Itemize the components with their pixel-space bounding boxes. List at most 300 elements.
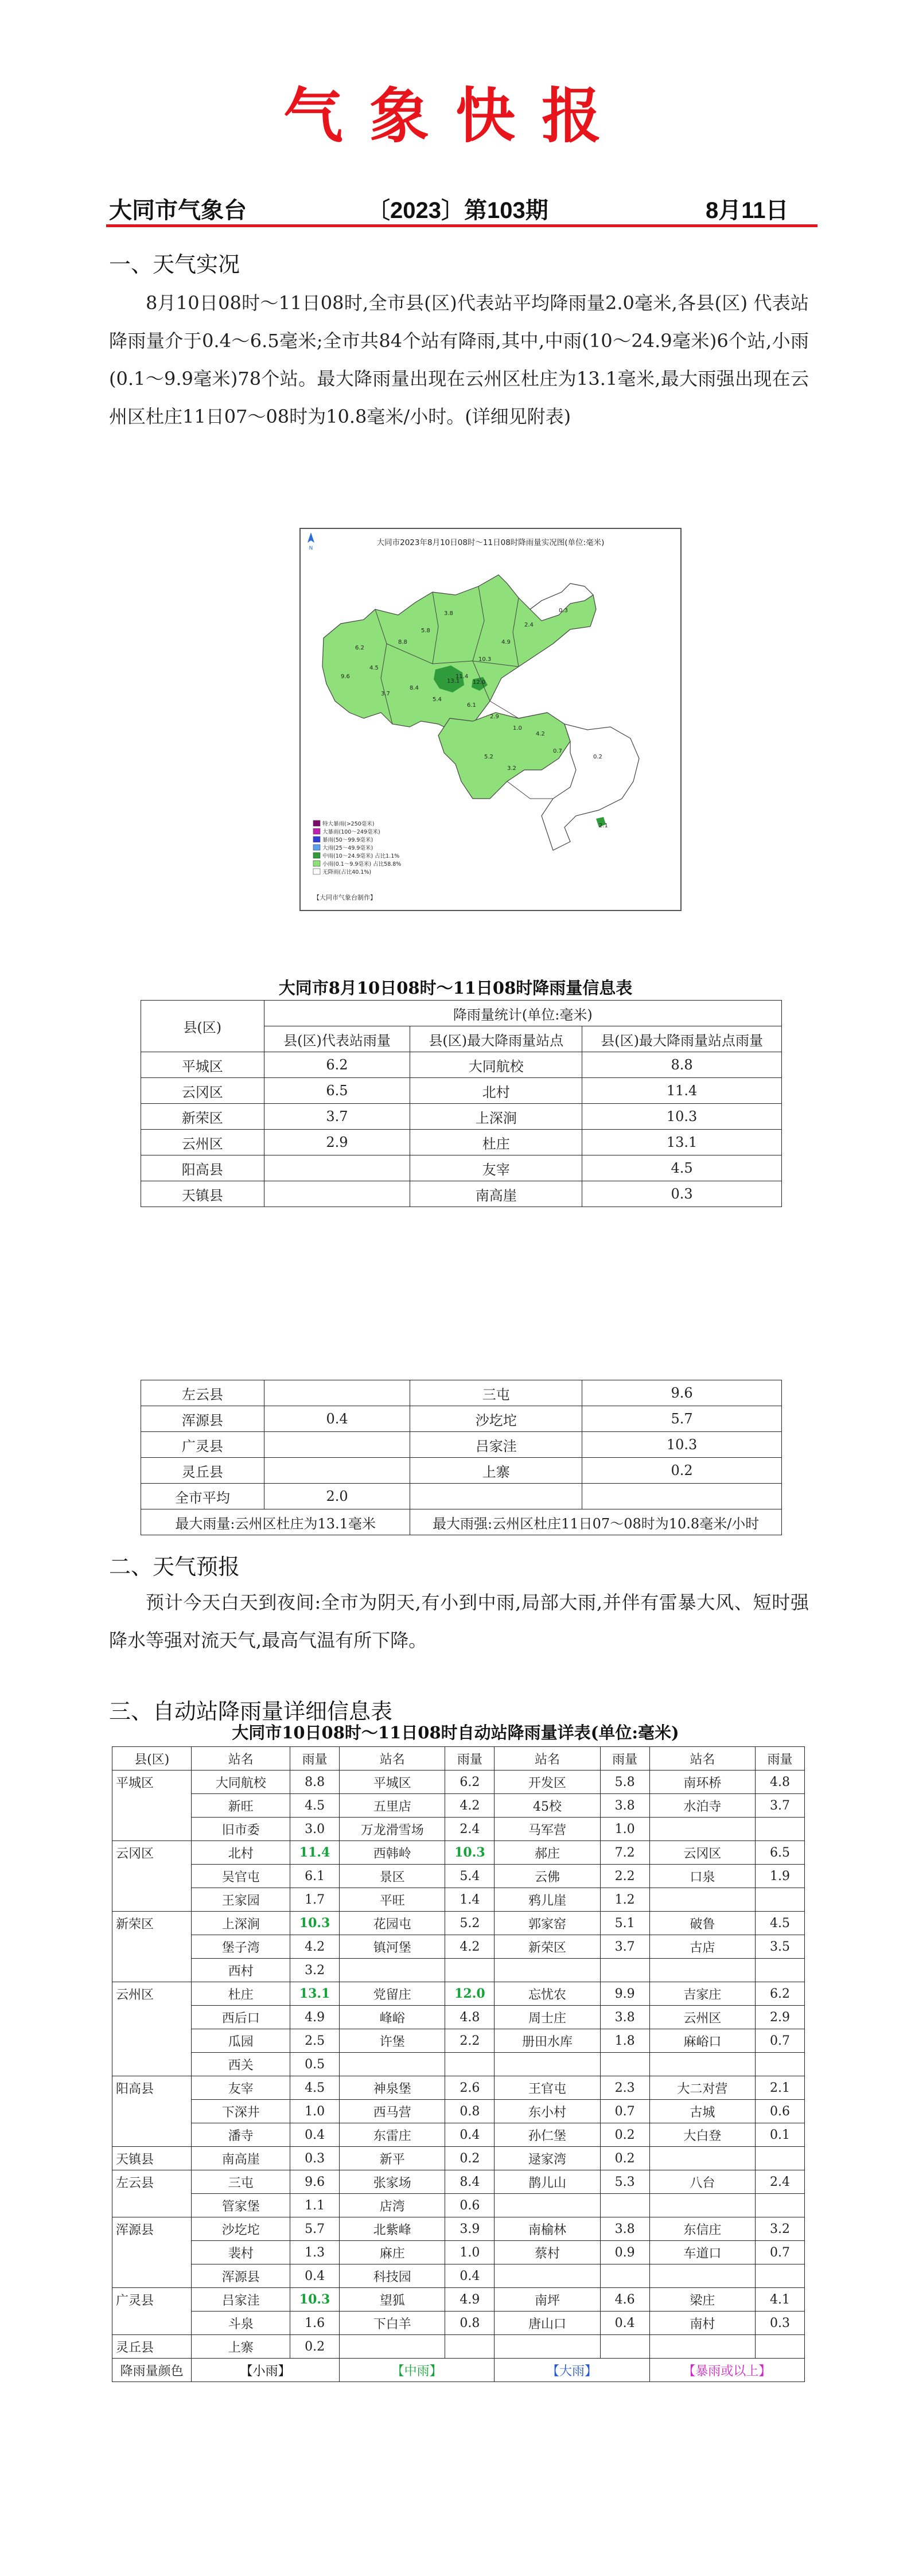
rainfall-value-cell: 0.9 [600, 2241, 649, 2264]
rainfall-value-cell: 4.5 [290, 1794, 340, 1818]
table-row [112, 1865, 805, 1888]
legend-row [112, 2359, 805, 2382]
table-cell [410, 1484, 582, 1509]
station-value-label: 4.5 [369, 665, 379, 671]
station-value-label: 1.0 [513, 725, 522, 731]
station-name-cell: 忘忧农 [495, 1982, 600, 2006]
table-row [141, 1181, 782, 1207]
station-value-label: 5.8 [421, 628, 430, 634]
rainfall-value-cell [445, 1959, 495, 1982]
rainfall-value-cell: 12.0 [445, 1982, 495, 2006]
rainfall-value-cell: 0.4 [600, 2312, 649, 2335]
masthead-title: 气象快报 [283, 80, 628, 151]
station-name-cell: 万龙滑雪场 [340, 1818, 445, 1841]
legend-label: 大雨(25～49.9毫米) [322, 845, 373, 851]
station-value-label: 0.2 [593, 754, 602, 760]
station-name-cell: 西韩岭 [340, 1841, 445, 1865]
station-name-cell: 东小村 [495, 2100, 600, 2123]
rainfall-value-cell: 6.2 [756, 1982, 805, 2006]
station-name-cell: 云佛 [495, 1865, 600, 1888]
rainfall-value-cell: 0.4 [445, 2123, 495, 2147]
station-name-cell: 新荣区 [495, 1935, 600, 1959]
rainfall-value-cell: 9.6 [290, 2170, 340, 2194]
map-region-south [438, 713, 570, 799]
table-cell: 0.4 [264, 1406, 410, 1432]
rainfall-summary-table-b [141, 1380, 782, 1535]
station-name-cell: 鹊儿山 [495, 2170, 600, 2194]
legend-swatch [313, 828, 320, 834]
rainfall-value-cell: 5.7 [290, 2217, 340, 2241]
rainfall-value-cell: 0.1 [756, 2123, 805, 2147]
rainfall-value-cell: 3.2 [756, 2217, 805, 2241]
station-name-cell: 三屯 [192, 2170, 290, 2194]
rainfall-value-cell: 0.4 [290, 2123, 340, 2147]
rainfall-value-cell [600, 2264, 649, 2288]
station-name-cell: 南环桥 [649, 1770, 755, 1794]
rainfall-value-cell: 1.3 [290, 2241, 340, 2264]
rainfall-value-cell: 5.2 [445, 1912, 495, 1935]
rainfall-value-cell: 3.8 [600, 2006, 649, 2029]
table-row [141, 1130, 782, 1155]
rainfall-value-cell [600, 2053, 649, 2076]
forecast-paragraph: 预计今天白天到夜间:全市为阴天,有小到中雨,局部大雨,并伴有雷暴大风、短时强降水等强对流天气,最高气温有所下降。 [109, 1591, 809, 1651]
station-name-cell: 东信庄 [649, 2217, 755, 2241]
table-header-cell: 雨量 [445, 1747, 495, 1770]
table-row [141, 1406, 782, 1432]
rainfall-value-cell: 0.7 [600, 2100, 649, 2123]
table-row [141, 1432, 782, 1458]
station-name-cell: 镇河堡 [340, 1935, 445, 1959]
station-name-cell: 上深涧 [192, 1912, 290, 1935]
rainfall-value-cell: 10.3 [445, 1841, 495, 1865]
table-header-cell: 站名 [649, 1747, 755, 1770]
rainfall-value-cell: 3.7 [756, 1794, 805, 1818]
county-cell [112, 2029, 192, 2053]
table-cell: 平城区 [141, 1052, 264, 1078]
rainfall-value-cell: 2.4 [756, 2170, 805, 2194]
station-name-cell [340, 2335, 445, 2359]
station-name-cell: 南榆林 [495, 2217, 600, 2241]
station-name-cell: 潘寺 [192, 2123, 290, 2147]
header-col-maxsite: 县(区)最大降雨量站点 [410, 1026, 582, 1052]
rainfall-value-cell [445, 2053, 495, 2076]
station-value-label: 2.1 [599, 823, 608, 829]
table-cell: 左云县 [141, 1380, 264, 1406]
rainfall-value-cell: 4.8 [756, 1770, 805, 1794]
station-name-cell: 新平 [340, 2147, 445, 2170]
station-name-cell: 郭家窑 [495, 1912, 600, 1935]
county-cell [112, 2312, 192, 2335]
station-name-cell [495, 2264, 600, 2288]
rainfall-value-cell: 1.6 [290, 2312, 340, 2335]
rainfall-value-cell: 2.9 [756, 2006, 805, 2029]
county-cell: 灵丘县 [112, 2335, 192, 2359]
station-name-cell: 云州区 [649, 2006, 755, 2029]
table-row [112, 2053, 805, 2076]
station-name-cell [649, 1818, 755, 1841]
station-name-cell: 店湾 [340, 2194, 445, 2217]
table-row [141, 1001, 782, 1026]
station-name-cell: 周士庄 [495, 2006, 600, 2029]
table-row [141, 1458, 782, 1484]
station-value-label: 0.3 [559, 608, 568, 614]
table-cell: 6.2 [264, 1052, 410, 1078]
station-value-label: 3.2 [507, 765, 516, 772]
rainfall-value-cell: 4.9 [445, 2288, 495, 2312]
rainfall-value-cell [445, 2335, 495, 2359]
station-name-cell: 神泉堡 [340, 2076, 445, 2100]
rainfall-value-cell: 8.4 [445, 2170, 495, 2194]
svg-text:N: N [309, 546, 313, 551]
rainfall-value-cell: 7.2 [600, 1841, 649, 1865]
rainfall-value-cell: 0.3 [290, 2147, 340, 2170]
table-row [112, 1888, 805, 1912]
county-cell [112, 1818, 192, 1841]
station-name-cell: 西村 [192, 1959, 290, 1982]
table-cell: 9.6 [582, 1380, 782, 1406]
rainfall-value-cell: 6.2 [445, 1770, 495, 1794]
table-header-cell: 雨量 [756, 1747, 805, 1770]
station-name-cell: 逯家湾 [495, 2147, 600, 2170]
station-name-cell: 花园屯 [340, 1912, 445, 1935]
table-cell: 北村 [410, 1078, 582, 1104]
legend-label: 无降雨(占比40.1%) [322, 869, 372, 875]
rainfall-value-cell: 0.6 [756, 2100, 805, 2123]
table-header-cell: 站名 [495, 1747, 600, 1770]
header-divider [106, 224, 817, 227]
table-row [112, 2006, 805, 2029]
rainfall-value-cell: 0.8 [445, 2312, 495, 2335]
station-name-cell: 大二对营 [649, 2076, 755, 2100]
station-name-cell: 北村 [192, 1841, 290, 1865]
rainfall-value-cell: 2.4 [445, 1818, 495, 1841]
county-cell: 平城区 [112, 1770, 192, 1794]
rainfall-value-cell: 4.6 [600, 2288, 649, 2312]
station-value-label: 4.9 [501, 639, 511, 645]
table-row [112, 1794, 805, 1818]
rainfall-value-cell: 8.8 [290, 1770, 340, 1794]
table-row [112, 2076, 805, 2100]
table-cell: 新荣区 [141, 1104, 264, 1130]
station-name-cell: 东雷庄 [340, 2123, 445, 2147]
rainfall-value-cell: 3.0 [290, 1818, 340, 1841]
county-cell [112, 2241, 192, 2264]
table-row [112, 1912, 805, 1935]
legend-swatch [313, 861, 320, 866]
station-name-cell [649, 1888, 755, 1912]
station-value-label: 0.7 [553, 748, 562, 754]
station-name-cell [649, 1959, 755, 1982]
station-name-cell: 许堡 [340, 2029, 445, 2053]
table-row [112, 2123, 805, 2147]
rainfall-value-cell: 6.1 [290, 1865, 340, 1888]
legend-swatch [313, 869, 320, 874]
station-name-cell: 45校 [495, 1794, 600, 1818]
station-name-cell: 开发区 [495, 1770, 600, 1794]
table-cell: 10.3 [582, 1432, 782, 1458]
table-row [141, 1380, 782, 1406]
station-name-cell: 沙圪坨 [192, 2217, 290, 2241]
rainfall-value-cell: 0.2 [600, 2123, 649, 2147]
map-legend [313, 820, 401, 875]
rainfall-value-cell [756, 1959, 805, 1982]
county-cell: 左云县 [112, 2170, 192, 2194]
legend-item: 【中雨】 [340, 2359, 495, 2382]
rainfall-value-cell: 9.9 [600, 1982, 649, 2006]
station-name-cell: 杜庄 [192, 1982, 290, 2006]
table-cell: 6.5 [264, 1078, 410, 1104]
station-name-cell: 瓜园 [192, 2029, 290, 2053]
table-cell: 上深涧 [410, 1104, 582, 1130]
rainfall-value-cell: 10.3 [290, 1912, 340, 1935]
table-row [112, 2147, 805, 2170]
table-row [141, 1484, 782, 1509]
station-value-label: 13.1 [447, 678, 460, 684]
rainfall-value-cell: 0.7 [756, 2029, 805, 2053]
rainfall-map-svg [301, 529, 680, 910]
rainfall-value-cell: 3.8 [600, 2217, 649, 2241]
station-name-cell: 峰峪 [340, 2006, 445, 2029]
table-cell [264, 1432, 410, 1458]
header-col-rep: 县(区)代表站雨量 [264, 1026, 410, 1052]
table-header-cell: 雨量 [290, 1747, 340, 1770]
rainfall-value-cell: 1.8 [600, 2029, 649, 2053]
rainfall-value-cell: 0.5 [290, 2053, 340, 2076]
station-name-cell: 裴村 [192, 2241, 290, 2264]
station-name-cell: 望狐 [340, 2288, 445, 2312]
table-cell: 5.7 [582, 1406, 782, 1432]
station-name-cell: 北紫峰 [340, 2217, 445, 2241]
rainfall-value-cell [756, 2053, 805, 2076]
table-row [112, 2312, 805, 2335]
station-value-label: 3.8 [444, 610, 453, 617]
rainfall-value-cell: 1.0 [445, 2241, 495, 2264]
table1-caption: 大同市8月10日08时～11日08时降雨量信息表 [278, 978, 633, 998]
station-name-cell [495, 2194, 600, 2217]
section-title-observation: 一、天气实况 [109, 252, 240, 277]
station-name-cell: 西马营 [340, 2100, 445, 2123]
table-cell: 8.8 [582, 1052, 782, 1078]
rainfall-value-cell [600, 1959, 649, 1982]
legend-swatch [313, 836, 320, 842]
rainfall-value-cell: 3.7 [600, 1935, 649, 1959]
org-name: 大同市气象台 [109, 198, 247, 223]
rainfall-value-cell: 1.0 [600, 1818, 649, 1841]
table-cell: 浑源县 [141, 1406, 264, 1432]
station-name-cell: 南村 [649, 2312, 755, 2335]
station-name-cell: 友宰 [192, 2076, 290, 2100]
station-name-cell: 景区 [340, 1865, 445, 1888]
station-name-cell: 西关 [192, 2053, 290, 2076]
station-name-cell: 南高崖 [192, 2147, 290, 2170]
rainfall-value-cell: 13.1 [290, 1982, 340, 2006]
table-cell: 云州区 [141, 1130, 264, 1155]
station-name-cell: 五里店 [340, 1794, 445, 1818]
station-name-cell: 云冈区 [649, 1841, 755, 1865]
station-name-cell: 大白登 [649, 2123, 755, 2147]
table-cell [264, 1458, 410, 1484]
rainfall-value-cell [600, 2194, 649, 2217]
station-name-cell: 党留庄 [340, 1982, 445, 2006]
header-county: 县(区) [141, 1001, 264, 1052]
rainfall-value-cell: 1.0 [290, 2100, 340, 2123]
rainfall-value-cell: 4.1 [756, 2288, 805, 2312]
station-name-cell: 古店 [649, 1935, 755, 1959]
rainfall-value-cell: 2.5 [290, 2029, 340, 2053]
station-value-label: 11.4 [456, 674, 469, 680]
rainfall-value-cell: 0.4 [290, 2264, 340, 2288]
station-name-cell: 孙仁堡 [495, 2123, 600, 2147]
observation-paragraph: 8月10日08时～11日08时,全市县(区)代表站平均降雨量2.0毫米,各县(区) 代表站降雨量介于0.4～6.5毫米;全市共84个站有降雨,其中,中雨(10～24.9毫米)6个站,小雨(0.1～9.9毫米)78个站。最大降雨量出现在云州区杜庄为13.1毫米,最大雨强出现在云州区杜庄11日07～08时为10.8毫米/小时。(详细见附表) [109, 292, 809, 427]
station-name-cell: 册田水库 [495, 2029, 600, 2053]
legend-item: 【暴雨或以上】 [649, 2359, 804, 2382]
county-cell: 天镇县 [112, 2147, 192, 2170]
table-cell [582, 1484, 782, 1509]
legend-label: 中雨(10～24.9毫米) 占比1.1% [322, 853, 400, 859]
table-row [112, 2170, 805, 2194]
section-title-forecast: 二、天气预报 [109, 1554, 240, 1579]
table-cell: 云冈区 [141, 1078, 264, 1104]
county-cell [112, 1935, 192, 1959]
county-cell [112, 2194, 192, 2217]
rainfall-value-cell: 2.2 [600, 1865, 649, 1888]
county-cell [112, 1888, 192, 1912]
rainfall-summary-table-a [141, 1000, 782, 1207]
station-name-cell: 蔡村 [495, 2241, 600, 2264]
station-value-label: 8.8 [398, 639, 407, 645]
rainfall-value-cell: 2.1 [756, 2076, 805, 2100]
station-name-cell: 马军营 [495, 1818, 600, 1841]
header-group: 降雨量统计(单位:毫米) [264, 1001, 781, 1026]
station-name-cell: 鸦儿崖 [495, 1888, 600, 1912]
station-name-cell: 新旺 [192, 1794, 290, 1818]
station-name-cell: 平旺 [340, 1888, 445, 1912]
table-cell: 3.7 [264, 1104, 410, 1130]
table-cell: 杜庄 [410, 1130, 582, 1155]
station-name-cell: 古城 [649, 2100, 755, 2123]
issue-number: 〔2023〕第103期 [367, 198, 548, 223]
station-name-cell: 平城区 [340, 1770, 445, 1794]
table-row [141, 1078, 782, 1104]
rainfall-value-cell: 4.2 [445, 1794, 495, 1818]
station-name-cell: 梁庄 [649, 2288, 755, 2312]
table-row [112, 1818, 805, 1841]
station-value-label: 6.2 [355, 645, 364, 651]
station-value-label: 8.4 [410, 685, 419, 691]
station-name-cell: 吉家庄 [649, 1982, 755, 2006]
station-value-label: 9.6 [341, 674, 350, 680]
station-value-label: 5.2 [484, 754, 493, 760]
station-name-cell: 郝庄 [495, 1841, 600, 1865]
rainfall-value-cell [756, 2264, 805, 2288]
county-cell: 云州区 [112, 1982, 192, 2006]
station-name-cell: 南坪 [495, 2288, 600, 2312]
rainfall-value-cell: 11.4 [290, 1841, 340, 1865]
table-cell: 上寨 [410, 1458, 582, 1484]
rainfall-value-cell: 0.8 [445, 2100, 495, 2123]
station-name-cell: 上寨 [192, 2335, 290, 2359]
station-value-label: 5.4 [433, 696, 442, 703]
station-name-cell: 王官屯 [495, 2076, 600, 2100]
station-name-cell: 破鲁 [649, 1912, 755, 1935]
table-header-cell: 站名 [340, 1747, 445, 1770]
station-value-label: 2.9 [490, 714, 499, 720]
station-rainfall-table [112, 1746, 805, 2382]
legend-swatch [313, 845, 320, 850]
legend-swatch [313, 853, 320, 858]
rainfall-value-cell: 5.8 [600, 1770, 649, 1794]
table-cell: 友宰 [410, 1155, 582, 1181]
county-cell: 广灵县 [112, 2288, 192, 2312]
rainfall-value-cell: 0.2 [600, 2147, 649, 2170]
table-cell: 沙圪坨 [410, 1406, 582, 1432]
station-name-cell [340, 1959, 445, 1982]
station-value-label: 3.7 [381, 691, 390, 697]
rainfall-value-cell [600, 2335, 649, 2359]
table-row [112, 2100, 805, 2123]
table-cell: 0.3 [582, 1181, 782, 1207]
rainfall-value-cell: 1.7 [290, 1888, 340, 1912]
rainfall-value-cell: 1.1 [290, 2194, 340, 2217]
station-name-cell [340, 2053, 445, 2076]
station-name-cell: 麻庄 [340, 2241, 445, 2264]
table-row [112, 2029, 805, 2053]
table-cell: 2.9 [264, 1130, 410, 1155]
header-col-maxval: 县(区)最大降雨量站点雨量 [582, 1026, 782, 1052]
rainfall-value-cell: 2.6 [445, 2076, 495, 2100]
station-name-cell [649, 2335, 755, 2359]
station-name-cell [649, 2053, 755, 2076]
footer-max-intensity: 最大雨强:云州区杜庄11日07～08时为10.8毫米/小时 [410, 1509, 782, 1535]
table-row [141, 1052, 782, 1078]
county-cell: 新荣区 [112, 1912, 192, 1935]
county-cell [112, 2006, 192, 2029]
station-name-cell: 水泊寺 [649, 1794, 755, 1818]
rainfall-value-cell: 3.5 [756, 1935, 805, 1959]
table-cell [264, 1155, 410, 1181]
county-cell: 云冈区 [112, 1841, 192, 1865]
rainfall-value-cell: 3.9 [445, 2217, 495, 2241]
table-row [141, 1509, 782, 1535]
station-value-label: 12.0 [473, 679, 486, 686]
station-name-cell [495, 2053, 600, 2076]
table2-caption: 大同市10日08时～11日08时自动站降雨量详表(单位:毫米) [232, 1723, 679, 1742]
table-row [112, 2241, 805, 2264]
issue-date: 8月11日 [706, 198, 789, 223]
north-arrow-icon [307, 532, 314, 551]
table-cell: 11.4 [582, 1078, 782, 1104]
table-cell: 灵丘县 [141, 1458, 264, 1484]
legend-label: 大暴雨(100～249毫米) [322, 829, 380, 835]
map-title: 大同市2023年8月10日08时～11日08时降雨量实况图(单位:毫米) [376, 538, 605, 547]
table-header-cell: 雨量 [600, 1747, 649, 1770]
station-name-cell: 张家场 [340, 2170, 445, 2194]
station-name-cell: 大同航校 [192, 1770, 290, 1794]
table-row [112, 2288, 805, 2312]
table-row [112, 1841, 805, 1865]
rainfall-value-cell [756, 2194, 805, 2217]
station-name-cell [495, 2335, 600, 2359]
rainfall-value-cell: 5.4 [445, 1865, 495, 1888]
table-cell: 2.0 [264, 1484, 410, 1509]
station-name-cell [495, 1959, 600, 1982]
map-credit: 【大同市气象台制作】 [313, 894, 376, 901]
legend-item: 【大雨】 [495, 2359, 649, 2382]
table-cell: 0.2 [582, 1458, 782, 1484]
rainfall-map [299, 528, 682, 911]
station-name-cell: 科技园 [340, 2264, 445, 2288]
footer-max-rain: 最大雨量:云州区杜庄为13.1毫米 [141, 1509, 410, 1535]
